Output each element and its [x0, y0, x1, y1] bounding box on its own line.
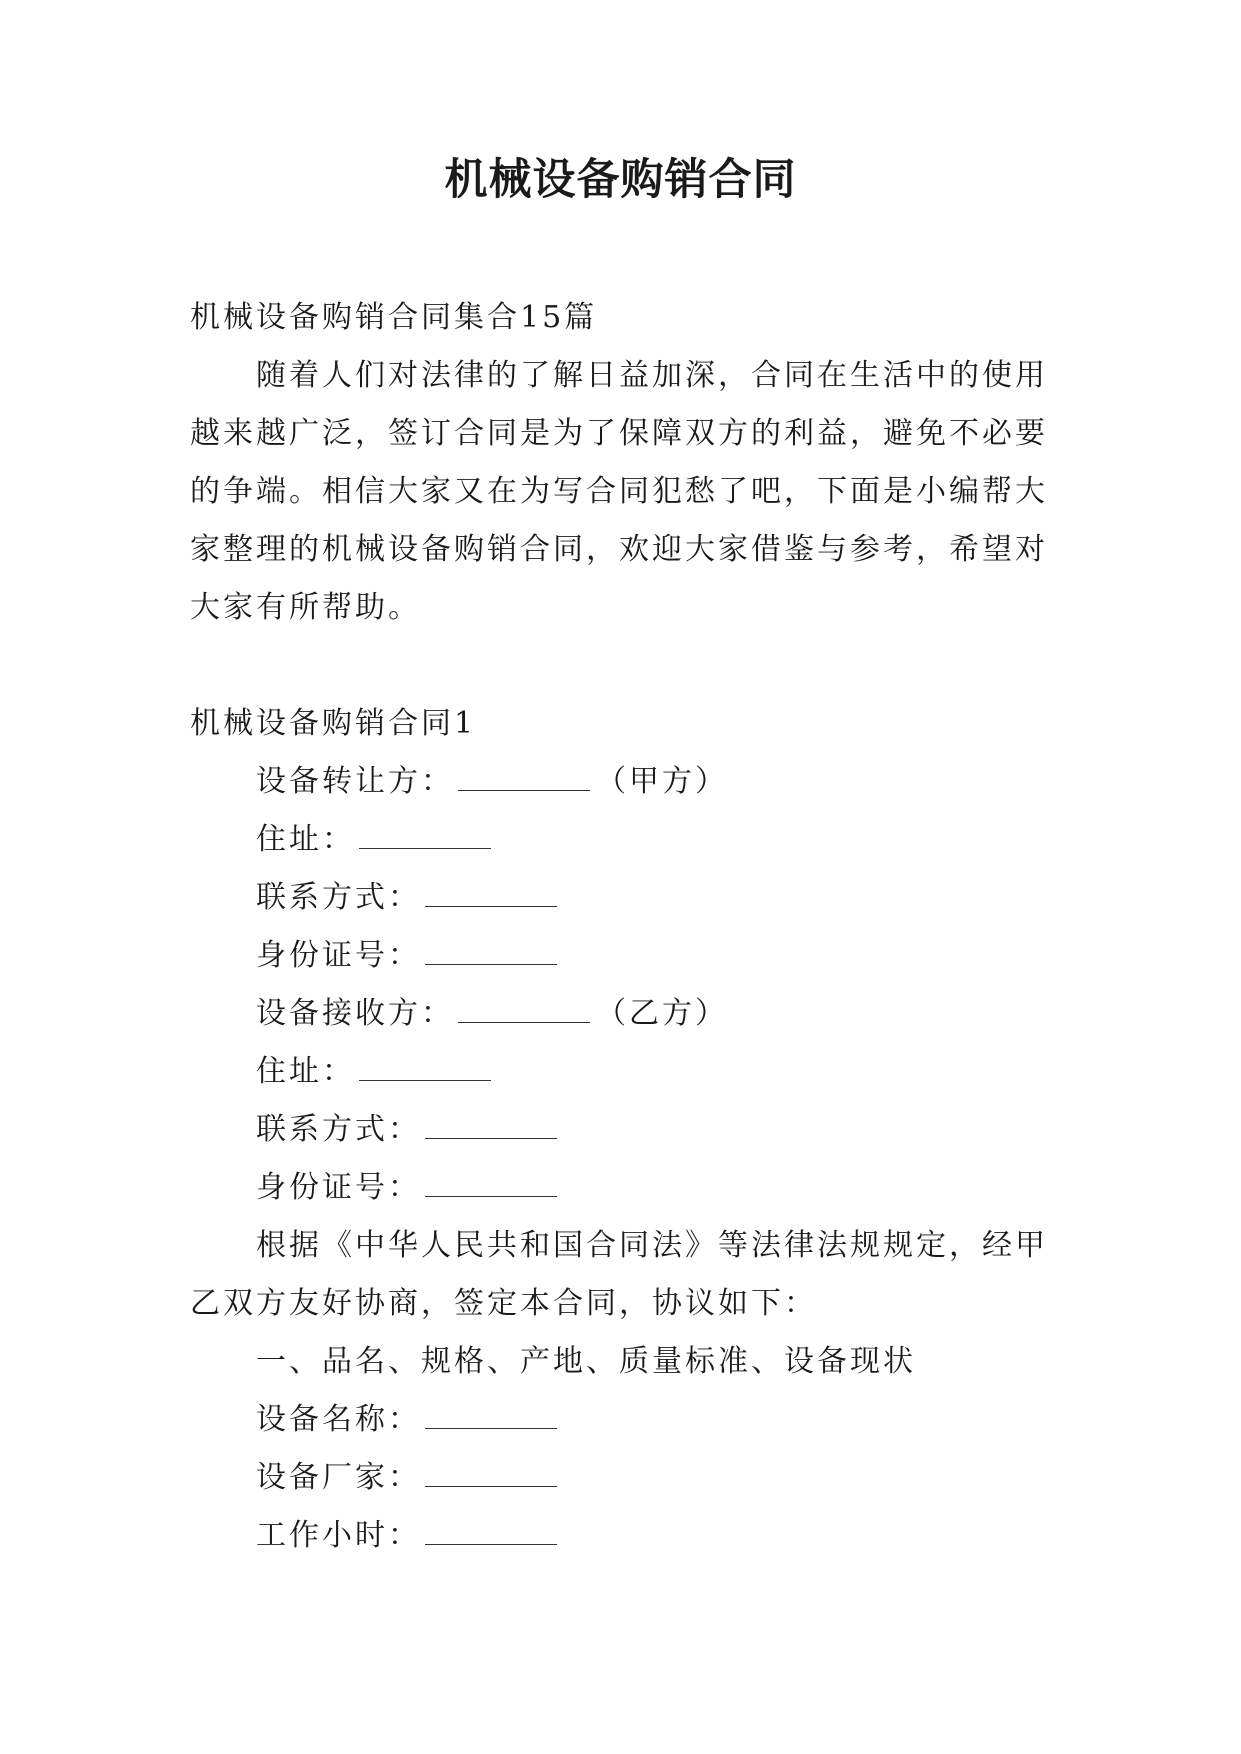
working-hours-line [190, 1507, 1060, 1565]
party-b-address-blank [359, 1062, 491, 1081]
party-a-id-blank [425, 946, 557, 965]
party-a-id-label: 身份证号： [256, 938, 421, 973]
transferor-label: 设备转让方： [256, 764, 454, 799]
equipment-name-label: 设备名称： [256, 1402, 421, 1437]
party-b-id-label: 身份证号： [256, 1170, 421, 1205]
party-b-contact-blank [425, 1120, 557, 1139]
clause-heading: 一、品名、规格、产地、质量标准、设备现状 [256, 1344, 916, 1379]
transferor-blank [458, 772, 590, 791]
receiver-blank [458, 1004, 590, 1023]
party-a-address-label: 住址： [256, 822, 355, 857]
document-subtitle: 机械设备购销合同集合15篇 [190, 300, 598, 335]
equipment-manufacturer-line [190, 1449, 1060, 1507]
party-b-id-blank [425, 1178, 557, 1197]
equipment-name-blank [425, 1410, 557, 1429]
party-b-contact-line [190, 1101, 1060, 1159]
party-b-address-label: 住址： [256, 1054, 355, 1089]
equipment-manufacturer-label: 设备厂家： [256, 1460, 421, 1495]
party-b-contact-label: 联系方式： [256, 1112, 421, 1147]
receiver-label: 设备接收方： [256, 996, 454, 1031]
section-title: 机械设备购销合同1 [190, 706, 477, 741]
party-b-id-line [190, 1159, 1060, 1217]
party-a-id-line [190, 927, 1060, 985]
receiver-suffix: （乙方） [596, 996, 728, 1031]
party-a-address-blank [359, 830, 491, 849]
working-hours-label: 工作小时： [256, 1518, 421, 1553]
party-a-address-line [190, 811, 1060, 869]
intro-paragraph: 随着人们对法律的了解日益加深，合同在生活中的使用越来越广泛，签订合同是为了保障双方的利益，避免不必要的争端。相信大家又在为写合同犯愁了吧，下面是小编帮大家整理的机械设备购销合同，欢迎大家借鉴与参考，希望对大家有所帮助。 [190, 358, 1048, 625]
party-a-contact-blank [425, 888, 557, 907]
paragraph-gap [190, 637, 1060, 695]
transferor-suffix: （甲方） [596, 764, 728, 799]
document-title: 机械设备购销合同 [444, 155, 797, 205]
transferor-line [190, 753, 1060, 811]
equipment-manufacturer-blank [425, 1468, 557, 1487]
working-hours-blank [425, 1526, 557, 1545]
party-a-contact-label: 联系方式： [256, 880, 421, 915]
agreement-paragraph: 根据《中华人民共和国合同法》等法律法规规定，经甲乙双方友好协商，签定本合同，协议如下： [190, 1228, 1048, 1321]
party-b-address-line [190, 1043, 1060, 1101]
document-body [190, 289, 1060, 1565]
equipment-name-line [190, 1391, 1060, 1449]
party-a-contact-line [190, 869, 1060, 927]
receiver-line [190, 985, 1060, 1043]
